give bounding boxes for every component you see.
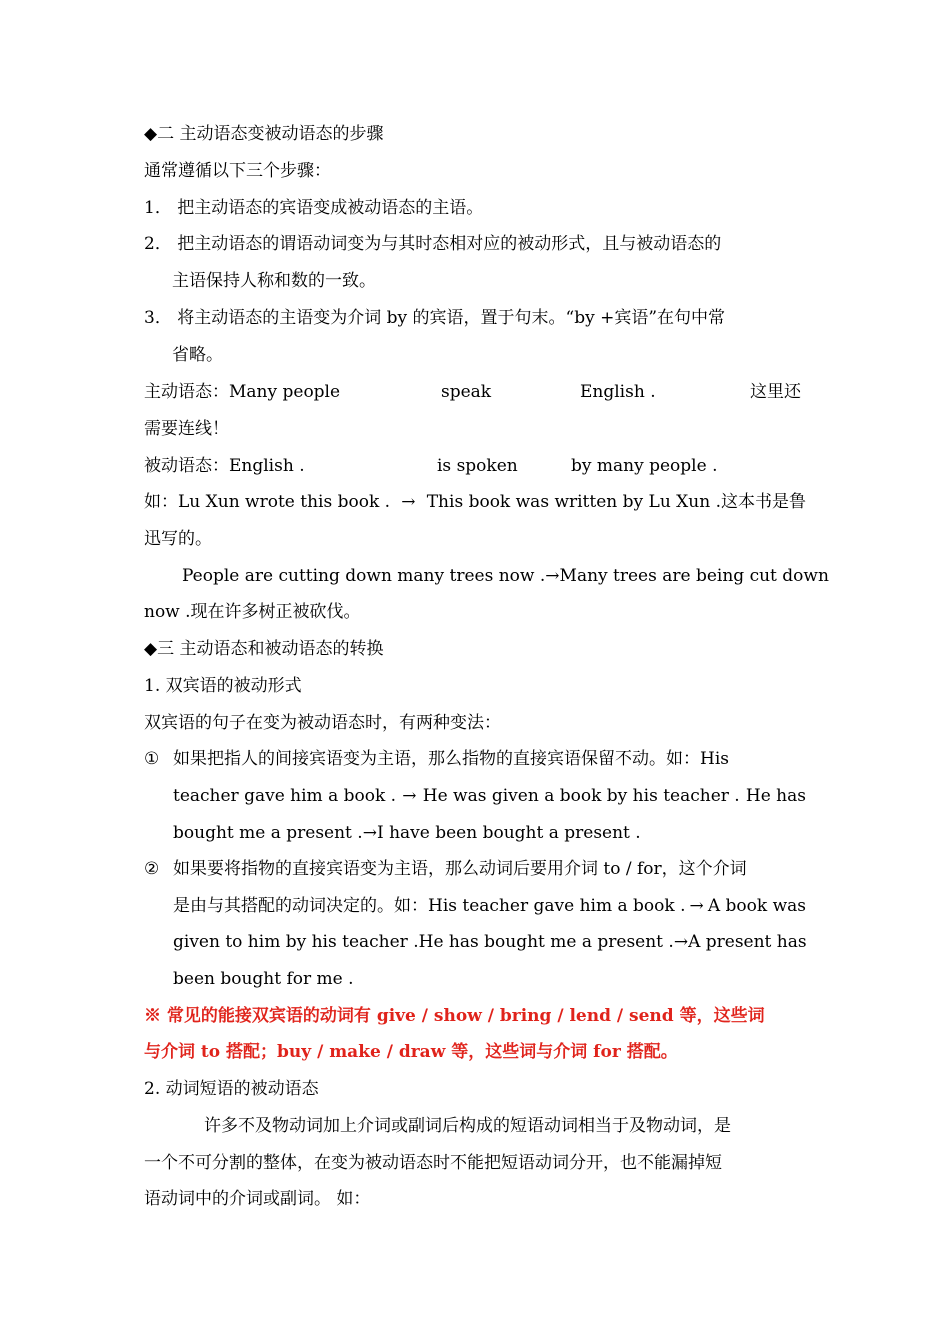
- active-voice-note: 这里还: [750, 382, 801, 402]
- paragraph-2-line-2: 一个不可分割的整体，在变为被动语态时不能把短语动词分开，也不能漏掉短: [144, 1153, 722, 1173]
- step-1: 1． 把主动语态的宾语变成被动语态的主语。: [144, 198, 484, 218]
- item-2-line-2: [173, 895, 806, 917]
- item-1-example-2-active: bought me a present .: [173, 823, 363, 843]
- item-1-example-2-start: He has: [745, 786, 806, 806]
- example-2-passive: Many trees are being cut down: [559, 566, 829, 586]
- item-2-line-3: [173, 931, 806, 953]
- note-line-1: ※ 常见的能接双宾语的动词有 give / show / bring / lend / send 等，这些词: [144, 1006, 765, 1026]
- paragraph-2-line-3: 语动词中的介词或副词。 如：: [144, 1189, 371, 1209]
- arrow-icon: →: [402, 786, 417, 806]
- subheading-1: 1. 双宾语的被动形式: [144, 676, 302, 696]
- item-2-example-2-passive-start: A present has: [688, 932, 807, 952]
- passive-voice-verb: is spoken: [437, 456, 518, 476]
- item-2-example-active: 是由与其搭配的动词决定的。如：His teacher gave him a book .: [173, 896, 686, 916]
- item-1-marker: ①: [144, 749, 160, 769]
- arrow-icon: →: [362, 823, 377, 843]
- example-2-active: People are cutting down many trees now .: [182, 566, 546, 586]
- active-voice-object: English .: [580, 382, 656, 402]
- example-1-passive: This book was written by Lu Xun .这本书是鲁: [426, 492, 806, 512]
- item-1-line-2: [173, 785, 806, 807]
- item-1-example-passive: He was given a book by his teacher .: [422, 786, 740, 806]
- step-2-line-2: 主语保持人称和数的一致。: [172, 271, 376, 291]
- active-voice-verb: speak: [441, 382, 492, 402]
- example-2-line-2: now .现在许多树正被砍伐。: [144, 602, 361, 622]
- passive-voice-label: 被动语态：English .: [144, 456, 305, 476]
- example-2-line-1: [182, 565, 829, 587]
- arrow-icon: →: [401, 492, 416, 512]
- item-2-line-4: been bought for me .: [173, 969, 354, 989]
- passive-voice-agent: by many people .: [571, 456, 718, 476]
- arrow-icon: →: [673, 932, 689, 952]
- item-2-line-1: 如果要将指物的直接宾语变为主语，那么动词后要用介词 to / for，这个介词: [173, 859, 747, 879]
- example-1-line-2: 迅写的。: [144, 529, 212, 549]
- steps-intro: 通常遵循以下三个步骤：: [144, 161, 331, 181]
- arrow-icon: →: [689, 896, 704, 916]
- item-1-line-1: 如果把指人的间接宾语变为主语，那么指物的直接宾语保留不动。如：His: [173, 749, 729, 769]
- active-voice-note-cont: 需要连线！: [144, 419, 229, 439]
- step-3-line-2: 省略。: [172, 345, 223, 365]
- item-2-example-passive-start: A book was: [707, 896, 806, 916]
- subheading-2: 2. 动词短语的被动语态: [144, 1079, 319, 1099]
- section-3-heading: ◆三 主动语态和被动语态的转换: [144, 639, 384, 659]
- item-2-example-passive-end: given to him by his teacher .: [173, 932, 419, 952]
- item-1-example-2-passive: I have been bought a present .: [376, 823, 641, 843]
- arrow-icon: →: [545, 566, 560, 586]
- subheading-1-intro: 双宾语的句子在变为被动语态时，有两种变法：: [144, 713, 501, 733]
- note-line-2: 与介词 to 搭配；buy / make / draw 等，这些词与介词 for 搭配。: [144, 1042, 678, 1062]
- example-1-line-1: [144, 491, 806, 513]
- item-2-example-2-active: He has bought me a present .: [418, 932, 674, 952]
- active-voice-label: 主动语态：Many people: [144, 382, 341, 402]
- step-3-line-1: 3． 将主动语态的主语变为介词 by 的宾语，置于句末。“by +宾语”在句中常: [144, 308, 726, 328]
- example-1-active: 如：Lu Xun wrote this book .: [144, 492, 391, 512]
- item-1-example-active: teacher gave him a book .: [173, 786, 397, 806]
- item-2-marker: ②: [144, 859, 160, 879]
- step-2-line-1: 2． 把主动语态的谓语动词变为与其时态相对应的被动形式，且与被动语态的: [144, 234, 722, 254]
- item-1-line-3: [173, 822, 641, 844]
- section-2-heading: ◆二 主动语态变被动语态的步骤: [144, 124, 384, 144]
- paragraph-2-line-1: 许多不及物动词加上介词或副词后构成的短语动词相当于及物动词，是: [204, 1116, 731, 1136]
